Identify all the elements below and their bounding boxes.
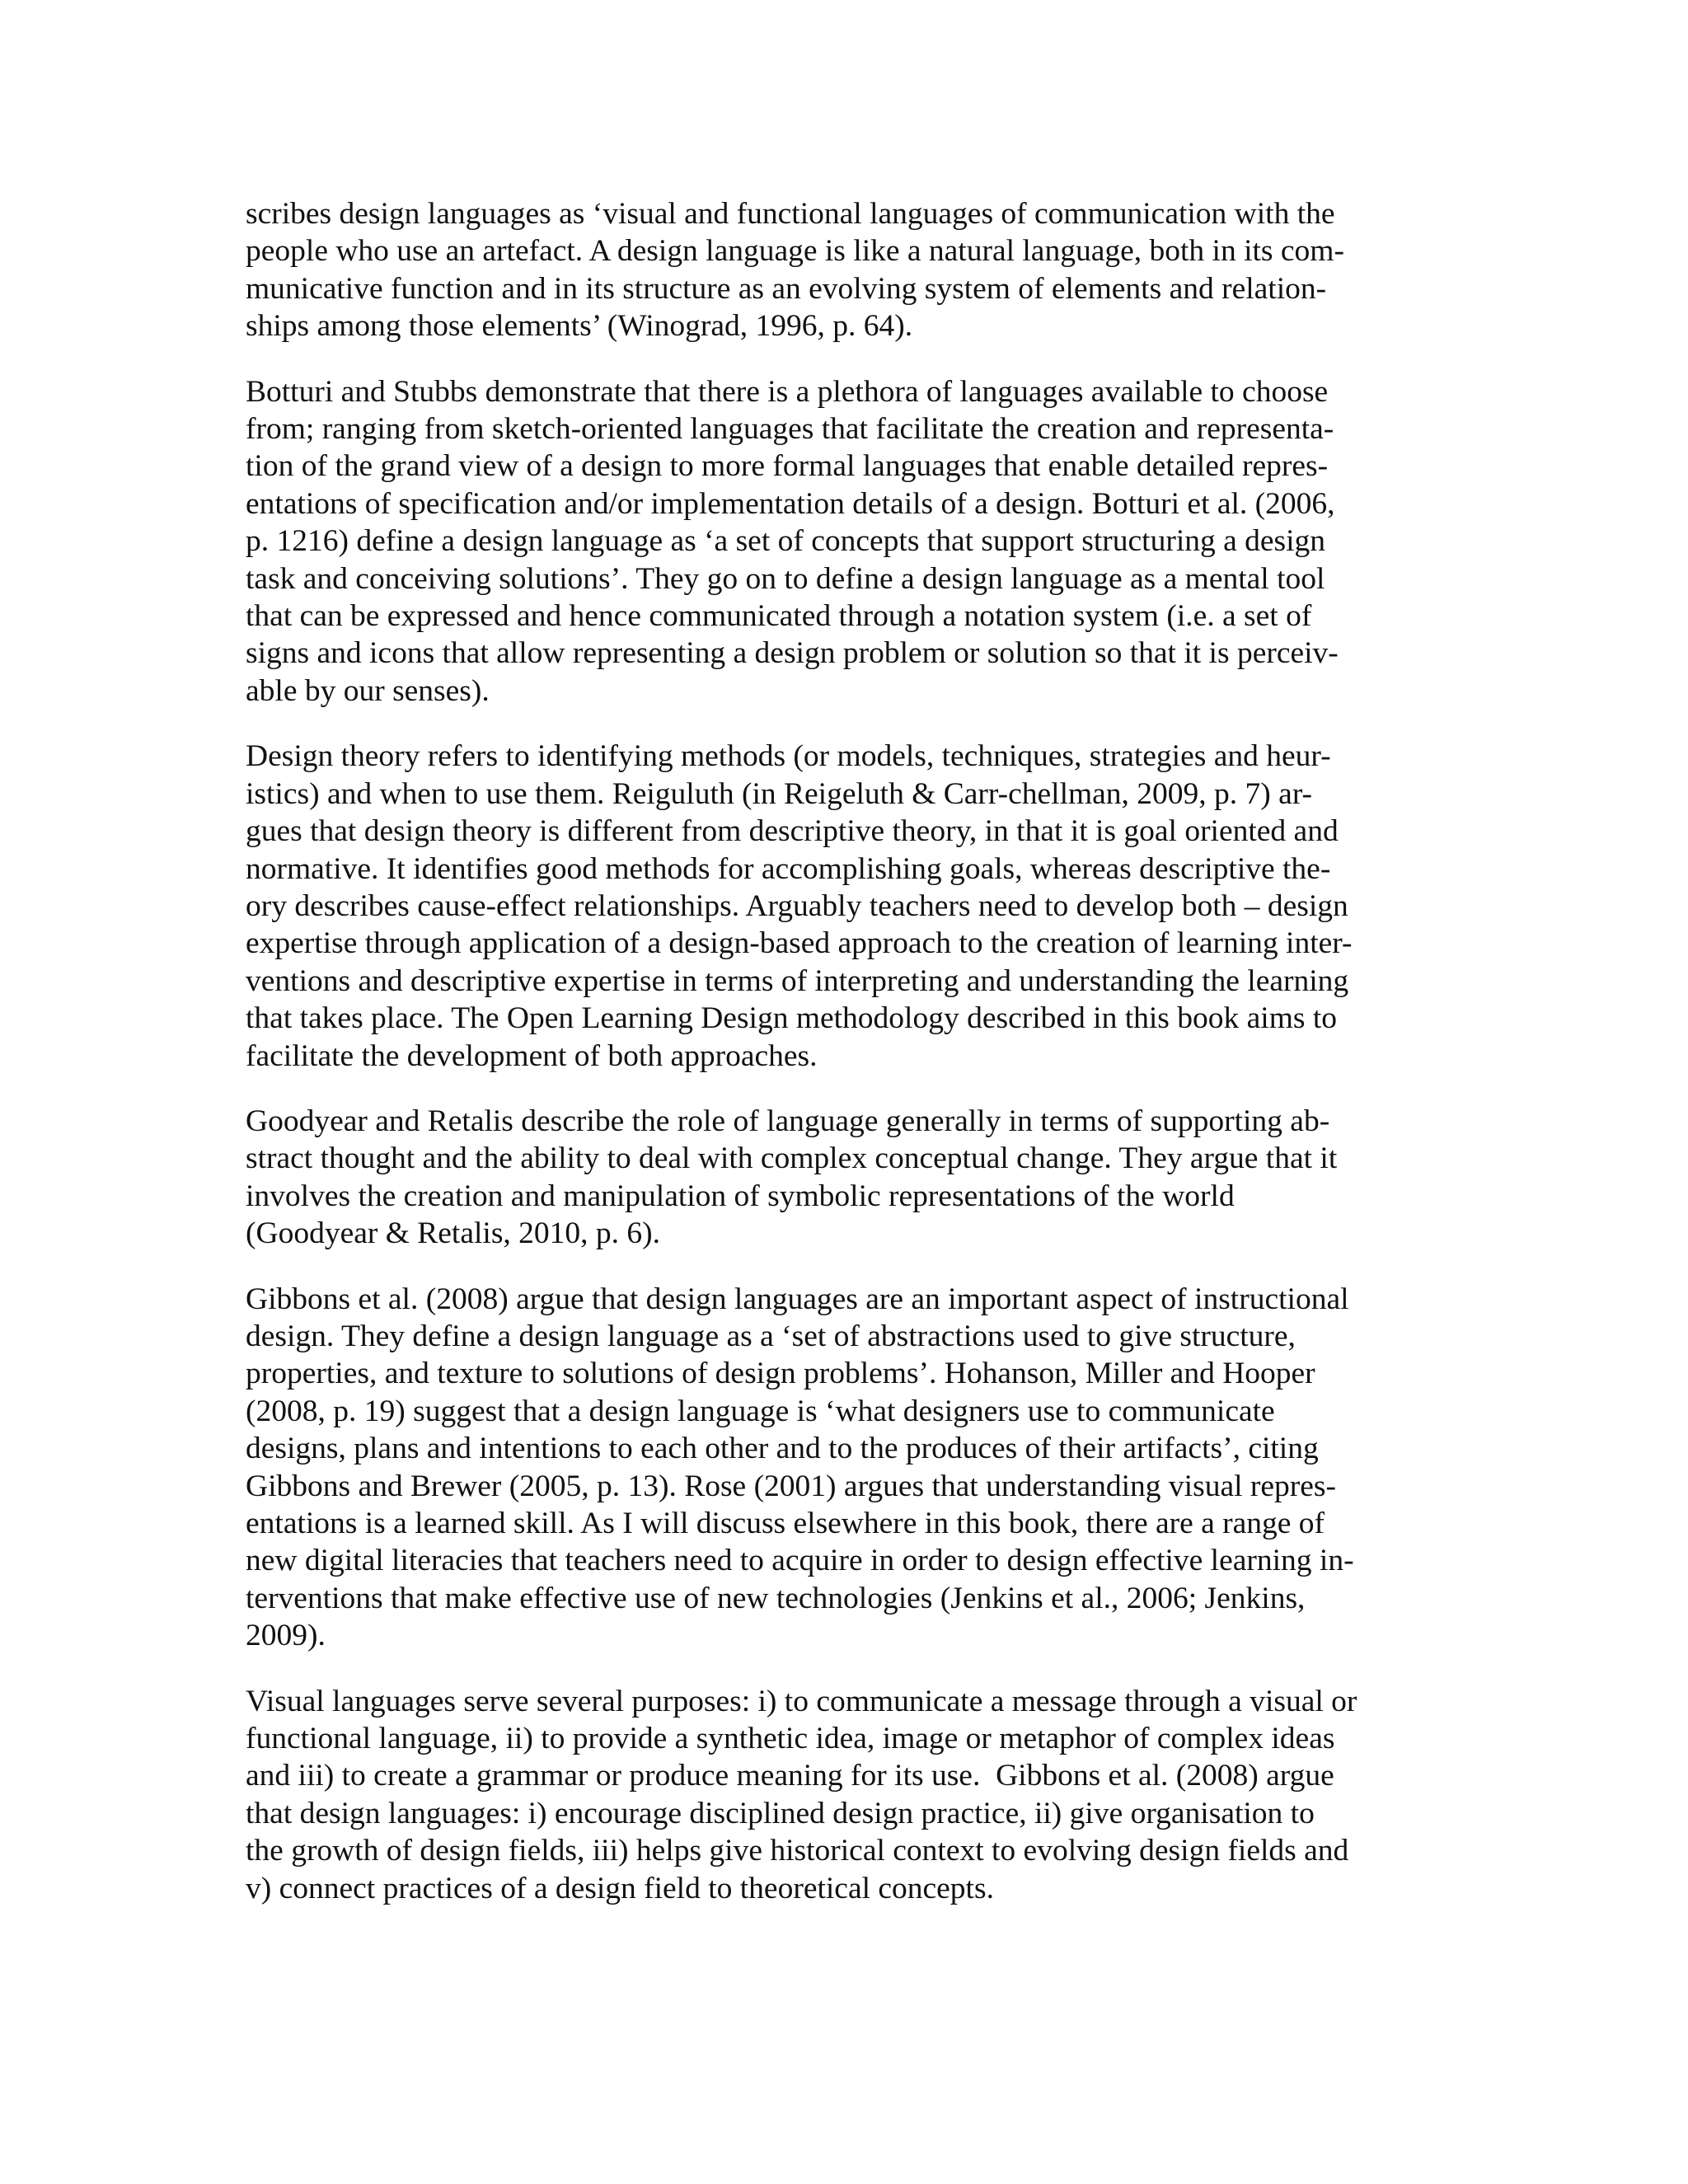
paragraph [246, 373, 1465, 710]
text-line: municative function and in its structure as an evolving system of elements and relation- [246, 271, 1327, 306]
text-line: entations of specification and/or implementation details of a design. Botturi et al. (2006, [246, 486, 1335, 521]
text-line: Visual languages serve several purposes: i) to communicate a message through a visual or [246, 1684, 1357, 1718]
text-line: tion of the grand view of a design to more formal languages that enable detailed repres- [246, 449, 1329, 484]
text-line: Design theory refers to identifying methods (or models, techniques, strategies and heur- [246, 739, 1331, 774]
paragraph [246, 738, 1465, 1075]
text-line: signs and icons that allow representing a design problem or solution so that it is perceiv- [246, 636, 1339, 671]
text-line: the growth of design fields, iii) helps give historical context to evolving design fields and [246, 1834, 1349, 1868]
text-line: v) connect practices of a design field to theoretical concepts. [246, 1871, 994, 1905]
text-line: facilitate the development of both approaches. [246, 1038, 818, 1073]
text-line: (Goodyear & Retalis, 2010, p. 6). [246, 1216, 661, 1251]
text-line: functional language, ii) to provide a synthetic idea, image or metaphor of complex ideas [246, 1722, 1335, 1756]
text-line: scribes design languages as ‘visual and functional languages of communication with the [246, 197, 1335, 231]
text-line: expertise through application of a design-based approach to the creation of learning inter- [246, 926, 1353, 961]
body-text [246, 195, 1465, 1935]
text-line: stract thought and the ability to deal with complex conceptual change. They argue that it [246, 1141, 1338, 1176]
text-line: properties, and texture to solutions of design problems’. Hohanson, Miller and Hooper [246, 1357, 1315, 1391]
text-line: people who use an artefact. A design language is like a natural language, both in its com- [246, 234, 1344, 269]
text-line: 2009). [246, 1619, 326, 1653]
text-line: designs, plans and intentions to each other and to the produces of their artifacts’, citing [246, 1432, 1319, 1466]
text-line: Botturi and Stubbs demonstrate that there is a plethora of languages available to choose [246, 374, 1329, 409]
paragraph [246, 1103, 1465, 1253]
text-line: normative. It identifies good methods for accomplishing goals, whereas descriptive the- [246, 851, 1331, 886]
text-line: (2008, p. 19) suggest that a design language is ‘what designers use to communicate [246, 1394, 1275, 1428]
text-line: and iii) to create a grammar or produce meaning for its use. Gibbons et al. (2008) argue [246, 1759, 1334, 1793]
text-line: task and conceiving solutions’. They go on to define a design language as a mental tool [246, 561, 1325, 596]
text-line: ventions and descriptive expertise in terms of interpreting and understanding the learning [246, 963, 1349, 998]
text-line: Gibbons and Brewer (2005, p. 13). Rose (2001) argues that understanding visual repres- [246, 1469, 1336, 1503]
text-line: ory describes cause-effect relationships. Arguably teachers need to develop both – design [246, 888, 1348, 923]
text-line: Goodyear and Retalis describe the role of language generally in terms of supporting ab- [246, 1104, 1330, 1138]
text-line: ships among those elements’ (Winograd, 1996, p. 64). [246, 309, 913, 344]
paragraph [246, 1683, 1465, 1907]
text-line: from; ranging from sketch-oriented languages that facilitate the creation and representa- [246, 412, 1334, 447]
text-line: Gibbons et al. (2008) argue that design languages are an important aspect of instructional [246, 1282, 1349, 1316]
text-line: terventions that make effective use of new technologies (Jenkins et al., 2006; Jenkins, [246, 1581, 1306, 1615]
text-line: able by our senses). [246, 673, 490, 708]
text-line: new digital literacies that teachers need to acquire in order to design effective learning in- [246, 1544, 1354, 1578]
text-line: gues that design theory is different from descriptive theory, in that it is goal oriented and [246, 814, 1339, 849]
text-line: p. 1216) define a design language as ‘a set of concepts that support structuring a design [246, 524, 1326, 559]
text-line: istics) and when to use them. Reiguluth (in Reigeluth & Carr-chellman, 2009, p. 7) ar- [246, 776, 1313, 811]
text-line: that takes place. The Open Learning Design methodology described in this book aims to [246, 1001, 1337, 1036]
text-line: entations is a learned skill. As I will discuss elsewhere in this book, there are a range of [246, 1507, 1325, 1540]
text-line: that design languages: i) encourage disciplined design practice, ii) give organisation to [246, 1796, 1315, 1830]
text-line: design. They define a design language as a ‘set of abstractions used to give structure, [246, 1319, 1296, 1353]
paragraph [246, 1281, 1465, 1655]
paragraph [246, 195, 1465, 345]
text-line: that can be expressed and hence communicated through a notation system (i.e. a set of [246, 599, 1312, 634]
text-line: involves the creation and manipulation of symbolic representations of the world [246, 1179, 1235, 1213]
